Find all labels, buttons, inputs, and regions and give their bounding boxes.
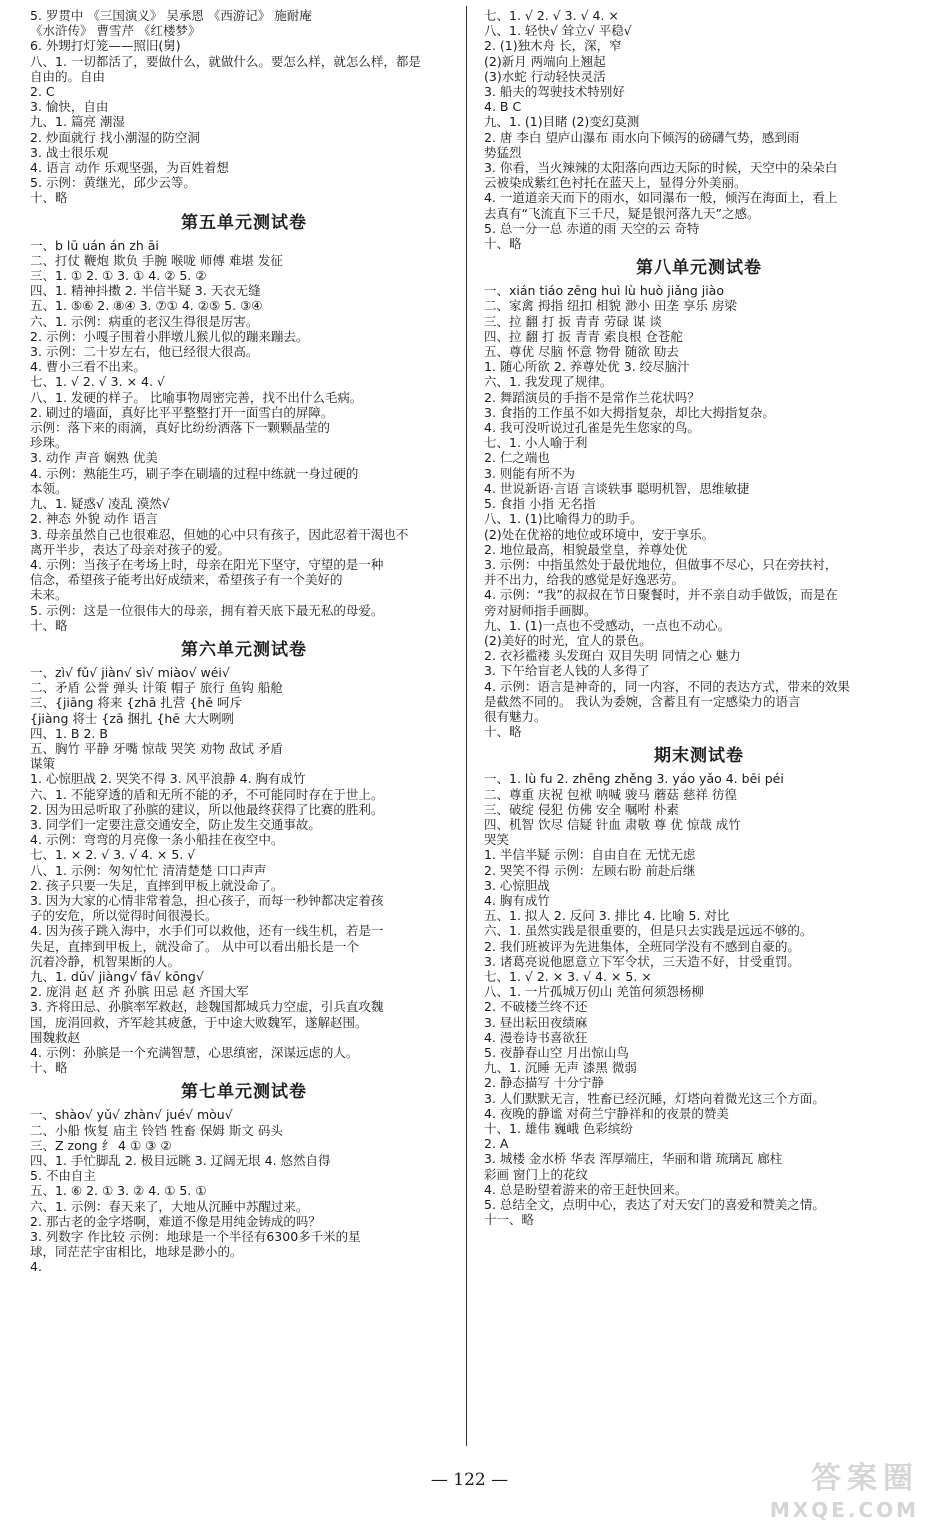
answer-line: 九、1. (1)目睹 (2)变幻莫测 xyxy=(484,114,640,130)
answer-line: 二、打仗 鞭炮 欺负 手腕 喉咙 师傅 难堪 发征 xyxy=(30,252,283,268)
answer-line: 八、1. 一切都活了，要做什么，就做什么。要怎么样，就怎么样，都是 xyxy=(30,53,421,69)
answer-line: (2)新月 两端向上翘起 xyxy=(484,53,606,69)
left-column xyxy=(30,8,458,1275)
answer-line: 2. 示例：小嘎子围着小胖墩儿猴儿似的蹦来蹦去。 xyxy=(30,328,309,344)
answer-line: 五、1. ⑥ 2. ① 3. ② 4. ① 5. ① xyxy=(30,1183,207,1199)
answer-line: 三、{jiāng 将来 {zhā 扎营 {hē 呵斥 xyxy=(30,695,242,711)
answer-line: 5. 夜静春山空 月出惊山鸟 xyxy=(484,1045,629,1060)
answer-line: 《水浒传》 曹雪芹 《红楼梦》 xyxy=(30,23,201,39)
answer-line: 三、破绽 侵犯 仿佛 安全 嘱咐 朴素 xyxy=(484,801,679,817)
answer-line: 2. 不破楼兰终不还 xyxy=(484,999,588,1015)
answer-line: 十、略 xyxy=(30,190,68,206)
answer-line: 5. 食指 小指 无名指 xyxy=(484,496,596,512)
answer-line: 一、zì√ fǔ√ jiàn√ sì√ miào√ wéi√ xyxy=(30,664,230,680)
answer-line: 十、略 xyxy=(30,1060,68,1076)
answer-line: 4. 语言 动作 乐观坚强，为百姓着想 xyxy=(30,160,229,176)
answer-line: 2. 那古老的金字塔啊，难道不像是用纯金铸成的吗？ xyxy=(30,1213,321,1229)
answer-line: 5. 罗贯中 《三国演义》 吴承恩 《西游记》 施耐庵 xyxy=(30,8,312,23)
answer-line: 3. 食指的工作虽不如大拇指复杂，却比大拇指复杂。 xyxy=(484,404,775,420)
answer-line: 4. 世说新语·言语 言谈轶事 聪明机智，思维敏捷 xyxy=(484,480,750,496)
answer-line: 旁对厨师指手画脚。 xyxy=(484,602,597,618)
answer-line: 3. 齐将田忌、孙膑率军救赵，趁魏国都城兵力空虚，引兵直攻魏 xyxy=(30,999,384,1015)
answer-line: 沉着冷静，机智果断的人。 xyxy=(30,953,181,969)
answer-line: 国，庞涓回救，齐军趁其疲惫，于中途大败魏军，遂解赵围。 xyxy=(30,1014,368,1030)
answer-line: 5. 总结全文，点明中心，表达了对天安门的喜爱和赞美之情。 xyxy=(484,1197,825,1213)
answer-line: 5. 不由自主 xyxy=(30,1168,96,1184)
answer-line: 十、1. 雄伟 巍峨 色彩缤纷 xyxy=(484,1121,633,1137)
answer-line: 八、1. (1)比喻得力的助手。 xyxy=(484,511,643,527)
column-divider xyxy=(466,6,467,1446)
answer-line: 三、1. ① 2. ① 3. ① 4. ② 5. ② xyxy=(30,268,207,284)
right-column xyxy=(484,8,914,1227)
answer-line: 七、1. × 2. √ 3. √ 4. × 5. √ xyxy=(30,847,196,863)
answer-line: 2. 唐 李白 望庐山瀑布 雨水向下倾泻的磅礴气势，感到雨 xyxy=(484,129,800,145)
answer-line: 4. 漫卷诗书喜欲狂 xyxy=(484,1029,588,1045)
answer-line: 十、略 xyxy=(484,724,522,740)
answer-line: 3. 示例：中指虽然处于最优地位，但做事不尽心，只在旁扶衬， xyxy=(484,556,838,572)
answer-line: 去真有“飞流直下三千尺，疑是银河落九天”之感。 xyxy=(484,205,760,221)
answer-line: 三、Z zong 纟 4 ① ③ ② xyxy=(30,1137,172,1153)
answer-line: 本领。 xyxy=(30,480,68,496)
answer-line: 3. 诸葛亮说他愿意立下军令状，三天造不好，甘受重罚。 xyxy=(484,953,800,969)
answer-line: 五、1. 拟人 2. 反问 3. 排比 4. 比喻 5. 对比 xyxy=(484,908,730,924)
answer-line: 2. 孩子只要一失足，直摔到甲板上就没命了。 xyxy=(30,877,284,893)
answer-line: 2. 神态 外貌 动作 语言 xyxy=(30,511,158,527)
answer-line: 九、1. dǔ√ jiàng√ fā√ kōng√ xyxy=(30,968,204,984)
answer-line: 十一、略 xyxy=(484,1212,535,1228)
answer-line: 八、1. 示例：匆匆忙忙 清清楚楚 口口声声 xyxy=(30,862,267,878)
answer-line: 3. 母亲虽然自己也很难忍，但她的心中只有孩子，因此忍着干渴也不 xyxy=(30,526,409,542)
answer-line: 4. 示例：语言是神奇的，同一内容，不同的表达方式，带来的效果 xyxy=(484,678,850,694)
answer-line: 哭笑 xyxy=(484,832,510,848)
answer-line: {jiàng 将士 {zā 捆扎 {hē 大大咧咧 xyxy=(30,710,235,726)
answer-line: 1. 随心所欲 2. 养尊处优 3. 绞尽脑汁 xyxy=(484,359,690,375)
answer-line: 4. 夜晚的静谧 对荷兰宁静祥和的夜景的赞美 xyxy=(484,1105,729,1121)
answer-line: 自由的。自由 xyxy=(30,68,106,84)
answer-line: 子的安危，所以觉得时间很漫长。 xyxy=(30,908,218,924)
section-heading: 第八单元测试卷 xyxy=(636,258,762,279)
answer-line: 2. (1)独木舟 长，深，窄 xyxy=(484,38,622,54)
watermark-bottom-text: MXQE.COM xyxy=(769,1498,919,1522)
watermark-logo xyxy=(719,1460,919,1530)
answer-line: 云被染成紫红色衬托在蓝天上，显得分外美丽。 xyxy=(484,175,747,191)
answer-line: 4. 一道道亲天而下的雨水，如同瀑布一般，倾泻在海面上，看上 xyxy=(484,190,838,206)
answer-line: 2. 静态描写 十分宁静 xyxy=(484,1075,604,1091)
answer-line: 3. 昼出耘田夜绩麻 xyxy=(484,1014,588,1030)
answer-line: 4. 我可没听说过孔雀是先生您家的鸟。 xyxy=(484,420,700,436)
answer-line: 四、机智 饮尽 信疑 针血 肃敬 尊 优 惊哉 成竹 xyxy=(484,816,741,832)
answer-line: 3. 人们默默无言，牲畜已经沉睡，灯塔向着微光这三个方面。 xyxy=(484,1090,825,1106)
answer-line: 五、1. ⑤⑥ 2. ⑧④ 3. ⑦① 4. ②⑤ 5. ③④ xyxy=(30,298,263,314)
section-heading: 第五单元测试卷 xyxy=(181,212,307,233)
answer-line: 八、1. 一片孤城万仞山 羌笛何须怨杨柳 xyxy=(484,984,704,1000)
answer-line: 示例：落下来的雨滴，真好比纷纷洒落下一颗颗晶莹的 xyxy=(30,420,331,436)
answer-line: 2. 仁之端也 xyxy=(484,450,550,466)
answer-line: 并不出力，给我的感觉是好逸恶劳。 xyxy=(484,572,685,588)
answer-line: 一、shào√ yǔ√ zhàn√ jué√ mòu√ xyxy=(30,1107,233,1123)
section-heading: 第六单元测试卷 xyxy=(181,639,307,660)
answer-line: 3. 城楼 金水桥 华表 浑厚端庄，华丽和谐 琉璃瓦 廊柱 xyxy=(484,1151,783,1167)
answer-line: 六、1. 示例：病重的老汉生得很是厉害。 xyxy=(30,313,259,329)
page-number: — 122 — xyxy=(430,1470,509,1490)
answer-line: 2. 地位最高，相貌最堂皇，养尊处优 xyxy=(484,541,688,557)
answer-line: 4. 示例：“我”的叔叔在节日聚餐时，并不亲自动手做饭，而是在 xyxy=(484,587,838,603)
answer-line: 4. 曹小三看不出来。 xyxy=(30,359,146,375)
answer-line: 2. 我们班被评为先进集体，全班同学没有不感到自豪的。 xyxy=(484,938,800,954)
answer-line: 3. 愉快，自由 xyxy=(30,99,109,115)
answer-line: 3. 下午给盲老人钱的人多得了 xyxy=(484,663,650,679)
answer-line: 4. B C xyxy=(484,99,522,115)
answer-line: 二、小船 恢复 庙主 铃铛 牲畜 保姆 斯文 码头 xyxy=(30,1122,283,1138)
answer-line: 1. 半信半疑 示例：自由自在 无忧无虑 xyxy=(484,847,696,863)
answer-line: 3. 动作 声音 娴熟 优美 xyxy=(30,450,158,466)
answer-line: 2. 刷过的墙面，真好比平平整整打开一面雪白的屏障。 xyxy=(30,404,334,420)
answer-line: 离开半步，表达了母亲对孩子的爱。 xyxy=(30,541,231,557)
answer-line: 3. 同学们一定要注意交通安全，防止发生交通事故。 xyxy=(30,816,321,832)
answer-line: 3. 船夫的驾驶技术特别好 xyxy=(484,84,625,100)
answer-line: 六、1. 虽然实践是很重要的，但是只去实践是远远不够的。 xyxy=(484,923,813,939)
answer-line: 3. 示例：二十岁左右，他已经很大很高。 xyxy=(30,344,259,360)
answer-line: 很有魅力。 xyxy=(484,708,547,724)
answer-line: 二、家禽 拇指 纽扣 相貌 渺小 田垄 享乐 房梁 xyxy=(484,298,737,314)
answer-line: 彩画 窗门上的花纹 xyxy=(484,1166,588,1182)
watermark-top-text: 答案圈 xyxy=(811,1461,919,1496)
answer-line: 是截然不同的。 我认为委婉，含蓄且有一定感染力的语言 xyxy=(484,693,801,709)
answer-line: 4. 胸有成竹 xyxy=(484,892,550,908)
answer-line: 2. A xyxy=(484,1136,509,1152)
answer-line: 信念，希望孩子能考出好成绩来，希望孩子有一个美好的 xyxy=(30,572,343,588)
answer-line: 4. 示例：弯弯的月亮像一条小船挂在夜空中。 xyxy=(30,832,284,848)
answer-line: 未来。 xyxy=(30,587,68,603)
answer-line: 七、1. √ 2. √ 3. √ 4. × xyxy=(484,8,619,23)
answer-line: 谋策 xyxy=(30,756,56,772)
answer-line: 2. 哭笑不得 示例：左顾右盼 前赴后继 xyxy=(484,862,696,878)
answer-line: 五、尊优 尽脑 怀意 物骨 随欲 劻去 xyxy=(484,344,679,360)
answer-line: 三、拉 翻 打 扳 青青 劳碌 谋 谈 xyxy=(484,313,662,329)
answer-line: 一、1. lù fu 2. zhēng zhěng 3. yáo yǎo 4. bēi péi xyxy=(484,771,784,787)
answer-line: 1. 心惊胆战 2. 哭笑不得 3. 风平浪静 4. 胸有成竹 xyxy=(30,771,306,787)
answer-line: 七、1. √ 2. √ 3. × 4. √ xyxy=(30,374,165,390)
answer-line: 九、1. (1)一点也不受感动，一点也不动心。 xyxy=(484,617,731,633)
answer-line: 失足，直摔到甲板上，就没命了。 从中可以看出船长是一个 xyxy=(30,938,359,954)
answer-line: 二、尊重 庆祝 包袱 呐喊 骏马 蘑菇 慈祥 彷徨 xyxy=(484,786,737,802)
answer-line: 六、1. 不能穿透的盾和无所不能的矛，不可能同时存在于世上。 xyxy=(30,786,384,802)
answer-line: 六、1. 我发现了规律。 xyxy=(484,374,613,390)
answer-line: 3. 心惊胆战 xyxy=(484,877,550,893)
answer-line: 四、拉 翻 打 扳 青青 索良根 仓苍舵 xyxy=(484,328,683,344)
answer-line: 3. 因为大家的心情非常着急，担心孩子，而每一秒钟都决定着孩 xyxy=(30,892,384,908)
answer-line: 2. 炒面就行 找小潮湿的防空洞 xyxy=(30,129,200,145)
answer-line: 5. 总一分一总 赤道的雨 天空的云 奇特 xyxy=(484,220,700,236)
answer-line: 二、矛盾 公誉 弹头 计策 帽子 旅行 鱼钩 船舱 xyxy=(30,680,283,696)
answer-line: 一、xián tiáo zēng huì lù huò jiǎng jiào xyxy=(484,283,724,299)
answer-line: 5. 示例：黄继光，邱少云等。 xyxy=(30,175,196,191)
answer-line: 2. 庞涓 赵 赵 齐 孙膑 田忌 赵 齐国大军 xyxy=(30,984,249,1000)
answer-line: 十、略 xyxy=(484,236,522,252)
answer-line: 九、1. 疑惑√ 凌乱 漠然√ xyxy=(30,496,170,512)
answer-line: 2. C xyxy=(30,84,55,100)
answer-line: 围魏救赵 xyxy=(30,1029,81,1045)
answer-line: 球，同茫茫宇宙相比，地球是渺小的。 xyxy=(30,1244,243,1260)
answer-line: 十、略 xyxy=(30,617,68,633)
answer-line: 3. 列数字 作比较 示例：地球是一个半径有6300多千米的星 xyxy=(30,1229,361,1245)
answer-line: 3. 你看，当火辣辣的太阳落向西边天际的时候，天空中的朵朵白 xyxy=(484,160,838,176)
answer-line: 2. 衣衫褴褛 头发斑白 双目失明 同情之心 魅力 xyxy=(484,648,741,664)
answer-line: 4. 因为孩子跳入海中，水手们可以救他，还有一线生机，若是一 xyxy=(30,923,384,939)
answer-line: (2)美好的时光，宜人的景色。 xyxy=(484,632,652,648)
answer-line: 3. 战士很乐观 xyxy=(30,144,109,160)
answer-line: 七、1. 小人喻于利 xyxy=(484,435,588,451)
answer-line: 4. xyxy=(30,1259,42,1275)
answer-line: 五、胸竹 平静 牙嘴 惊哉 哭笑 劝物 敌试 矛盾 xyxy=(30,740,283,756)
answer-line: 6. 外甥打灯笼——照旧(舅) xyxy=(30,38,181,54)
answer-line: 四、1. B 2. B xyxy=(30,725,108,741)
section-heading: 期末测试卷 xyxy=(654,746,744,767)
answer-line: 4. 示例：孙膑是一个充满智慧，心思缜密，深谋远虑的人。 xyxy=(30,1045,359,1060)
answer-line: (3)水蛇 行动轻快灵活 xyxy=(484,68,606,84)
answer-line: 八、1. 发硬的样子。 比喻事物周密完善，找不出什么毛病。 xyxy=(30,389,363,405)
answer-line: 珍珠。 xyxy=(30,435,68,451)
answer-line: 四、1. 精神抖擞 2. 半信半疑 3. 天衣无缝 xyxy=(30,283,261,299)
answer-line: 4. 示例：当孩子在考场上时，母亲在阳光下坚守，守望的是一种 xyxy=(30,556,384,572)
section-heading: 第七单元测试卷 xyxy=(181,1082,307,1103)
answer-line: 2. 舞蹈演员的手指不是常作兰花状吗？ xyxy=(484,389,700,405)
answer-line: 5. 示例：这是一位很伟大的母亲，拥有着天底下最无私的母爱。 xyxy=(30,602,384,618)
answer-line: 3. 则能有所不为 xyxy=(484,465,575,481)
answer-line: 八、1. 轻快√ 耸立√ 平稳√ xyxy=(484,23,632,39)
answer-line: 九、1. 篇亮 潮湿 xyxy=(30,114,125,130)
answer-line: 七、1. √ 2. × 3. √ 4. × 5. × xyxy=(484,968,652,984)
answer-line: 势猛烈 xyxy=(484,144,522,160)
answer-line: 六、1. 示例：春天来了，大地从沉睡中苏醒过来。 xyxy=(30,1198,309,1214)
answer-line: 4. 示例：熟能生巧，刷子李在刷墙的过程中练就一身过硬的 xyxy=(30,465,359,481)
answer-line: (2)处在优裕的地位或环境中，安于享乐。 xyxy=(484,526,715,542)
answer-line: 4. 总是盼望着游来的帝王赶快回来。 xyxy=(484,1181,688,1197)
answer-line: 一、b lū uán án zh āi xyxy=(30,237,159,253)
answer-line: 四、1. 手忙脚乱 2. 极目远眺 3. 辽阔无垠 4. 悠然自得 xyxy=(30,1153,331,1169)
answer-line: 2. 因为田忌听取了孙膑的建议，所以他最终获得了比赛的胜利。 xyxy=(30,801,384,817)
answer-line: 九、1. 沉睡 无声 漆黑 微弱 xyxy=(484,1060,637,1076)
